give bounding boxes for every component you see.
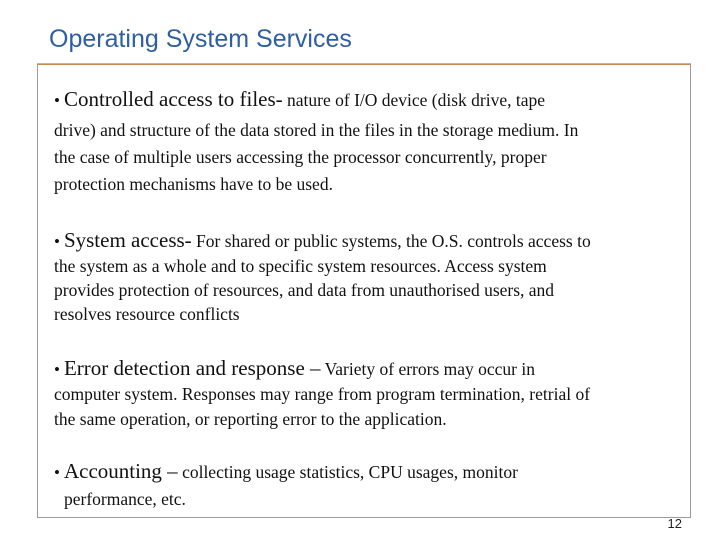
- bullet-icon: •: [54, 463, 60, 482]
- bullet-line: [54, 86, 684, 114]
- slide-title: Operating System Services: [49, 25, 352, 53]
- bullet-text: Variety of errors may occur in: [320, 359, 535, 379]
- bullet-icon: •: [54, 91, 60, 110]
- bullet-text: drive) and structure of the data stored in the files in the storage medium. In: [54, 120, 579, 140]
- bullet-icon: •: [54, 232, 60, 251]
- bullet-item-system-access: [54, 228, 684, 326]
- bullet-heading: Error detection and response –: [63, 356, 321, 380]
- bullet-heading: Controlled access to files-: [63, 87, 283, 111]
- bullet-text: provides protection of resources, and data from unauthorised users, and: [54, 280, 555, 300]
- bullet-heading: Accounting –: [63, 459, 178, 483]
- title-divider: [37, 64, 691, 65]
- bullet-line: [54, 458, 684, 486]
- bullet-heading: System access-: [63, 228, 192, 252]
- bullet-text: protection mechanisms have to be used.: [54, 174, 333, 194]
- bullet-line: [54, 228, 684, 254]
- bullet-item-error-detection: [54, 356, 684, 432]
- bullet-text: collecting usage statistics, CPU usages, monitor: [177, 462, 518, 482]
- bullet-text: performance, etc.: [64, 489, 186, 509]
- bullet-icon: •: [54, 360, 60, 379]
- bullet-text: the same operation, or reporting error to the application.: [54, 409, 447, 429]
- bullet-line: [54, 356, 684, 382]
- bullet-text: the system as a whole and to specific system resources. Access system: [54, 256, 547, 276]
- bullet-text: For shared or public systems, the O.S. controls access to: [191, 231, 591, 251]
- bullet-text: the case of multiple users accessing the processor concurrently, proper: [54, 147, 547, 167]
- bullet-text: resolves resource conflicts: [54, 304, 240, 324]
- bullet-item-accounting: [54, 458, 684, 512]
- bullet-text: nature of I/O device (disk drive, tape: [282, 90, 546, 110]
- bullet-text: computer system. Responses may range from program termination, retrial of: [54, 384, 591, 404]
- page-number: 12: [667, 516, 682, 531]
- bullet-item-controlled-access: [54, 86, 684, 198]
